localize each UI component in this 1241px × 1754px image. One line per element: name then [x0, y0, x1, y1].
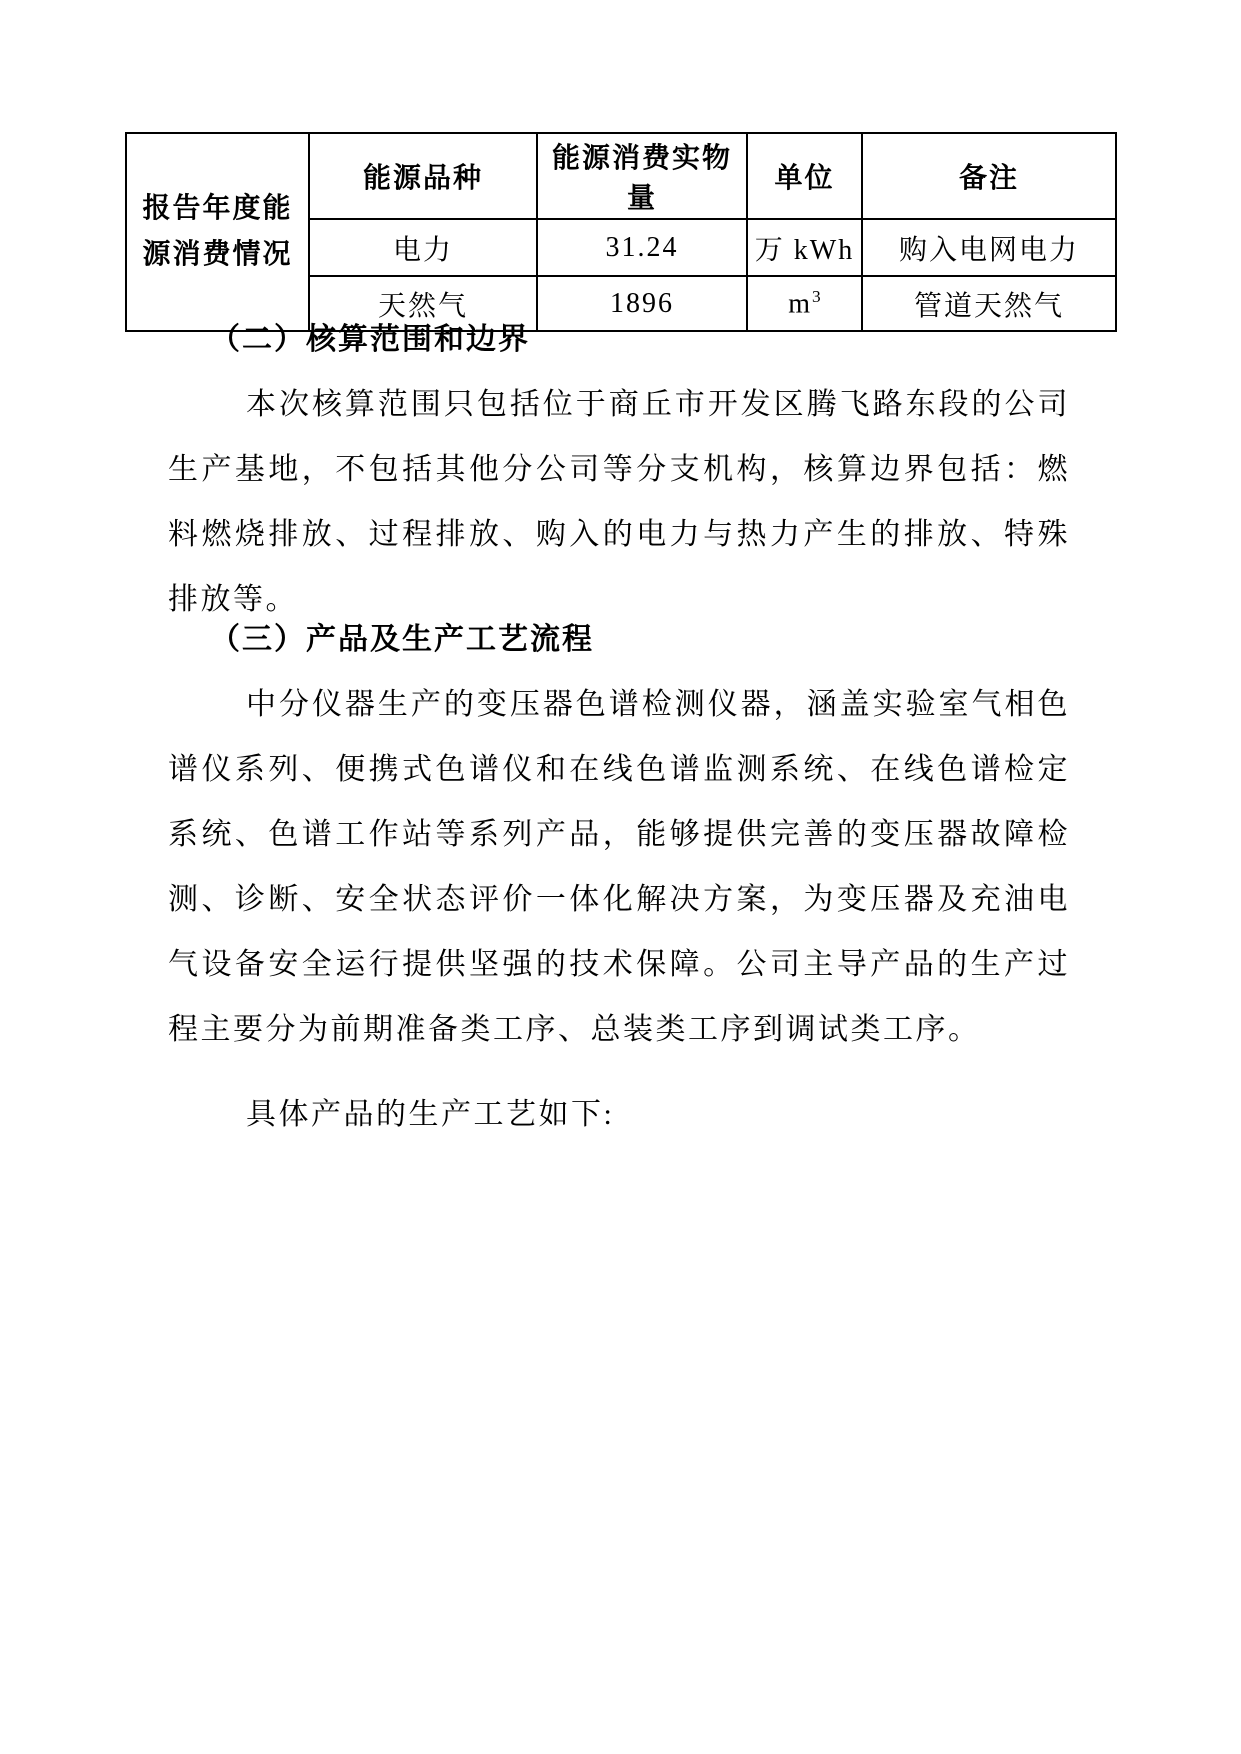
table-header-row	[126, 133, 1116, 219]
section-heading-accounting-scope: （二）核算范围和边界	[210, 323, 530, 356]
table-row-header-annual-energy-consumption: 报告年度能源消费情况	[126, 133, 309, 331]
body-paragraph-accounting-scope: 本次核算范围只包括位于商丘市开发区腾飞路东段的公司生产基地，不包括其他分公司等分支机构，核算边界包括：燃料燃烧排放、过程排放、购入的电力与热力产生的排放、特殊排放等。	[168, 388, 1070, 616]
cell-unit	[747, 219, 862, 276]
body-paragraph-process-intro: 具体产品的生产工艺如下:	[246, 1098, 615, 1131]
column-header-remark: 备注	[862, 133, 1116, 219]
cell-energy-type: 天然气	[309, 276, 537, 331]
cell-remark: 管道天然气	[862, 276, 1116, 331]
column-header-consumption-amount: 能源消费实物量	[537, 133, 747, 219]
column-header-unit: 单位	[747, 133, 862, 219]
unit-text: m	[788, 288, 813, 320]
body-paragraph-products-process: 中分仪器生产的变压器色谱检测仪器，涵盖实验室气相色谱仪系列、便携式色谱仪和在线色谱监测系统、在线色谱检定系统、色谱工作站等系列产品，能够提供完善的变压器故障检测、诊断、安全状态评价一体化解决方案，为变压器及充油电气设备安全运行提供坚强的技术保障。公司主导产品的生产过程主要分为前期准备类工序、总装类工序到调试类工序。	[168, 688, 1070, 1046]
cell-consumption-amount: 31.24	[537, 219, 747, 276]
section-heading-products-process: （三）产品及生产工艺流程	[210, 623, 594, 656]
cell-energy-type: 电力	[309, 219, 537, 276]
cell-remark: 购入电网电力	[862, 219, 1116, 276]
column-header-energy-type: 能源品种	[309, 133, 537, 219]
unit-superscript: 3	[812, 286, 821, 306]
energy-consumption-table	[125, 132, 1117, 332]
unit-text: 万 kWh	[754, 234, 855, 266]
cell-consumption-amount: 1896	[537, 276, 747, 331]
